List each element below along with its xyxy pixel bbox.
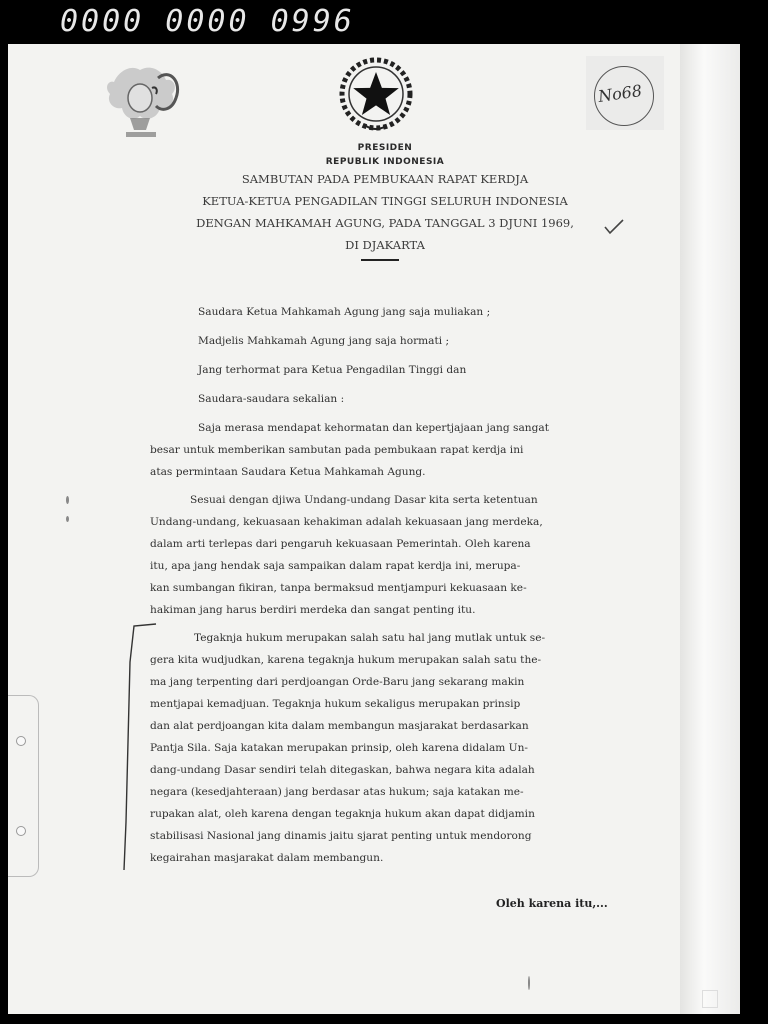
microfilm-frame-number: 0000 0000 0996 bbox=[60, 4, 355, 39]
paragraph-line: itu, apa jang hendak saja sampaikan dalam rapat kerdja ini, merupa- bbox=[150, 560, 521, 572]
paragraph-line: hakiman jang harus berdiri merdeka dan sangat penting itu. bbox=[150, 604, 476, 616]
ink-speck bbox=[528, 976, 530, 990]
closing-line: Oleh karena itu,... bbox=[496, 897, 608, 910]
paragraph-line: kan sumbangan fikiran, tanpa bermaksud mentjampuri kekuasaan ke- bbox=[150, 582, 527, 594]
paragraph-line: dalam arti terlepas dari pengaruh kekuasaan Pemerintah. Oleh karena bbox=[150, 538, 531, 550]
salutation-line: Saudara-saudara sekalian : bbox=[198, 393, 345, 405]
paragraph-line: stabilisasi Nasional jang dinamis jaitu sjarat penting untuk mendorong bbox=[150, 830, 532, 842]
handwritten-number: No68 bbox=[596, 81, 644, 106]
letterhead-republik: REPUBLIK INDONESIA bbox=[325, 157, 445, 167]
salutation-line: Saudara Ketua Mahkamah Agung jang saja muliakan ; bbox=[198, 306, 491, 318]
paragraph-line: Sesuai dengan djiwa Undang-undang Dasar kita serta ketentuan bbox=[190, 494, 538, 506]
frame-corner-mark bbox=[702, 990, 718, 1008]
checkmark-icon bbox=[603, 218, 625, 236]
paragraph-line: mentjapai kemadjuan. Tegaknja hukum sekaligus merupakan prinsip bbox=[150, 698, 521, 710]
letterhead-presiden: PRESIDEN bbox=[357, 143, 413, 153]
punch-hole bbox=[16, 736, 26, 746]
title-line-2: KETUA-KETUA PENGADILAN TINGGI SELURUH INDONESIA bbox=[202, 194, 568, 208]
paragraph-line: ma jang terpenting dari perdjoangan Orde-Baru jang sekarang makin bbox=[150, 676, 525, 688]
binder-tab bbox=[8, 695, 39, 877]
paragraph-line: atas permintaan Saudara Ketua Mahkamah Agung. bbox=[150, 466, 426, 478]
paragraph-2 bbox=[150, 489, 620, 621]
paragraph-line: Undang-undang, kekuasaan kehakiman adalah kekuasaan jang merdeka, bbox=[150, 516, 543, 528]
ink-speck bbox=[66, 516, 69, 522]
title-line-1: SAMBUTAN PADA PEMBUKAAN RAPAT KERDJA bbox=[241, 172, 529, 186]
paragraph-line: Tegaknja hukum merupakan salah satu hal jang mutlak untuk se- bbox=[194, 632, 546, 644]
paragraph-line: Pantja Sila. Saja katakan merupakan prinsip, oleh karena didalam Un- bbox=[150, 742, 529, 754]
title-line-4: DI DJAKARTA bbox=[345, 238, 425, 252]
salutation-line: Madjelis Mahkamah Agung jang saja hormati ; bbox=[198, 335, 450, 347]
title-line-3: DENGAN MAHKAMAH AGUNG, PADA TANGGAL 3 DJUNI 1969, bbox=[196, 216, 574, 230]
star-wreath-emblem-icon bbox=[336, 54, 416, 134]
paragraph-line: dang-undang Dasar sendiri telah ditegaskan, bahwa negara kita adalah bbox=[150, 764, 535, 776]
paragraph-line: Saja merasa mendapat kehormatan dan kepertjajaan jang sangat bbox=[198, 422, 549, 434]
paragraph-line: rupakan alat, oleh karena dengan tegaknja hukum akan dapat didjamin bbox=[150, 808, 535, 820]
paragraph-line: gera kita wudjudkan, karena tegaknja hukum merupakan salah satu the- bbox=[150, 654, 542, 666]
paragraph-line: kegairahan masjarakat dalam membangun. bbox=[150, 852, 384, 864]
title-underline bbox=[361, 259, 399, 261]
paragraph-line: besar untuk memberikan sambutan pada pembukaan rapat kerdja ini bbox=[150, 444, 524, 456]
salutation-line: Jang terhormat para Ketua Pengadilan Tinggi dan bbox=[198, 364, 467, 376]
paragraph-3 bbox=[150, 627, 620, 869]
ink-speck bbox=[66, 496, 69, 504]
page-edge-shadow bbox=[680, 44, 740, 1014]
paragraph-line: negara (kesedjahteraan) jang berdasar atas hukum; saja katakan me- bbox=[150, 786, 524, 798]
salutations bbox=[198, 298, 668, 414]
punch-hole bbox=[16, 826, 26, 836]
paragraph-line: dan alat perdjoangan kita dalam membangun masjarakat berdasarkan bbox=[150, 720, 529, 732]
garuda-emblem-icon bbox=[100, 58, 184, 144]
paragraph-1 bbox=[150, 417, 620, 483]
